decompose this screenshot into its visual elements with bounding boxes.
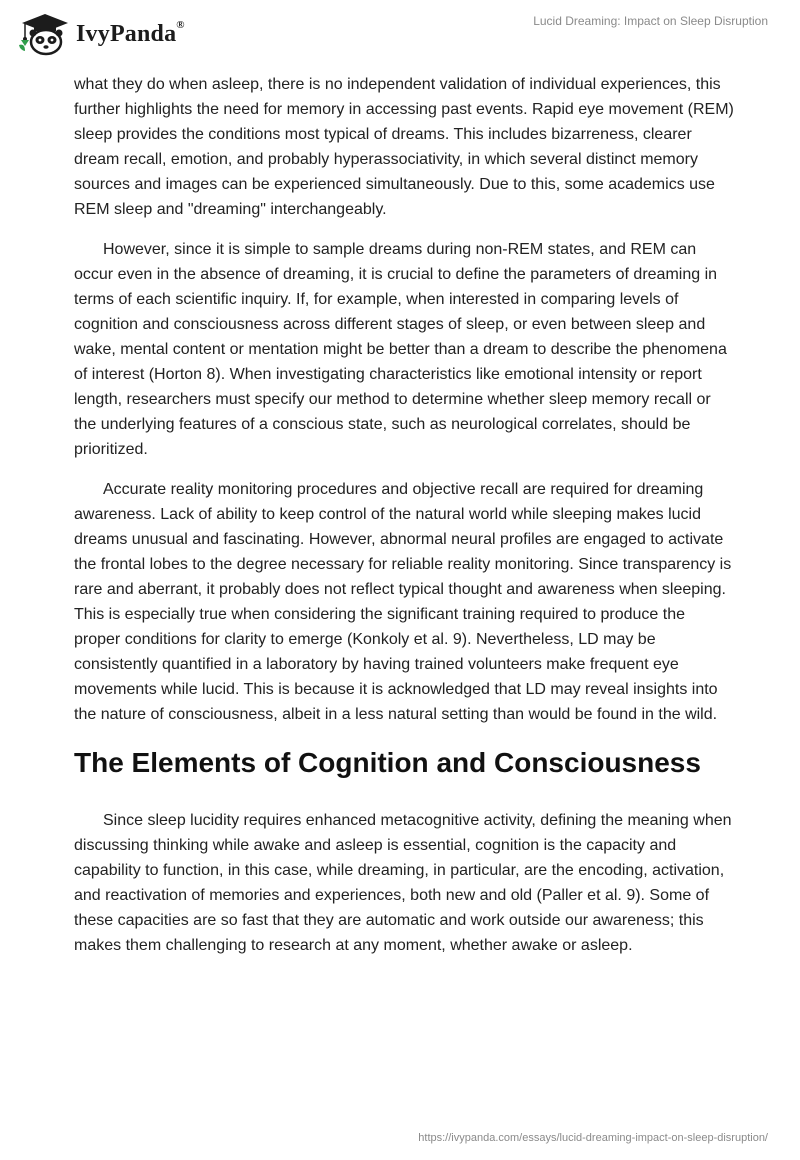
brand-name: IvyPanda® [76, 18, 185, 47]
page-header [0, 0, 800, 72]
paragraph-1: what they do when asleep, there is no independent validation of individual experiences, this further highlights the need for memory in accessing past events. Rapid eye movement (REM) sleep provides the conditions most typical of dreams. This includes bizarreness, clearer dream recall, emotion, and probably hyperassociativity, in which several distinct memory sources and images can be experienced simultaneously. Due to this, some academics use REM sleep and "dreaming" interchangeably. [74, 76, 734, 218]
paragraph-3: Accurate reality monitoring procedures and objective recall are required for dreaming awareness. Lack of ability to keep control of the natural world while sleeping makes lucid dreams unusual and fascinating. However, abnormal neural profiles are engaged to activate the frontal lobes to the degree necessary for reliable reality monitoring. Since transparency is rare and aberrant, it probably does not reflect typical thought and awareness when sleeping. This is especially true when considering the significant training required to produce the proper conditions for clarity to emerge (Konkoly et al. 9). Nevertheless, LD may be consistently quantified in a laboratory by having trained volunteers make frequent eye movements while lucid. This is because it is acknowledged that LD may reveal insights into the nature of consciousness, albeit in a less natural setting than would be found in the wild. [74, 481, 732, 723]
source-url[interactable]: https://ivypanda.com/essays/lucid-dreaming-impact-on-sleep-disruption/ [418, 1132, 768, 1144]
document-title: Lucid Dreaming: Impact on Sleep Disruption [533, 14, 768, 28]
essay-body [74, 72, 734, 973]
section-heading: The Elements of Cognition and Consciousness [74, 747, 701, 778]
paragraph-4: Since sleep lucidity requires enhanced metacognitive activity, defining the meaning when discussing thinking while awake and asleep is essential, cognition is the capacity and capability to function, in this case, while dreaming, in particular, are the encoding, activation, and reactivation of memories and experiences, both new and old (Paller et al. 9). Some of these capacities are so fast that they are automatic and work outside our awareness; this makes them challenging to research at any moment, whether awake or asleep. [74, 812, 732, 954]
registered-mark: ® [176, 18, 185, 31]
ivypanda-logo[interactable] [16, 12, 185, 56]
paragraph-2: However, since it is simple to sample dreams during non-REM states, and REM can occur even in the absence of dreaming, it is crucial to define the parameters of dreaming in terms of each scientific inquiry. If, for example, when interested in comparing levels of cognition and consciousness across different stages of sleep, or even between sleep and wake, mental content or mentation might be better than a dream to describe the phenomena of interest (Horton 8). When investigating characteristics like emotional intensity or report length, researchers must specify our method to determine whether sleep memory recall or the underlying features of a conscious state, such as neurological correlates, should be prioritized. [74, 241, 727, 458]
panda-graduate-icon [16, 12, 74, 56]
